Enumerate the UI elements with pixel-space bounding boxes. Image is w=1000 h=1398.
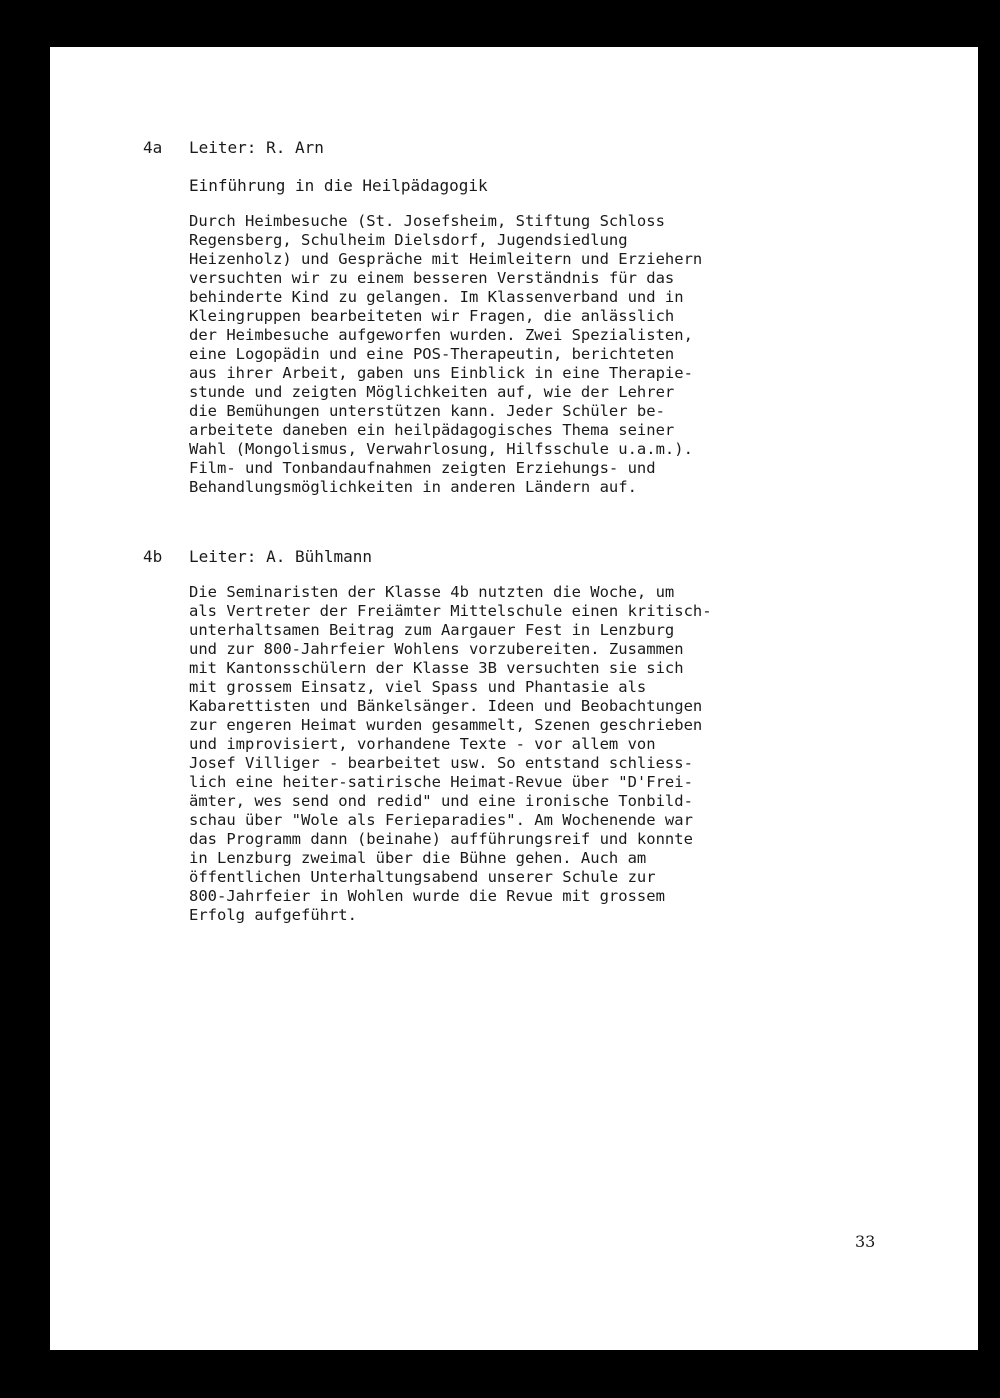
- text-line: Erfolg aufgeführt.: [189, 906, 357, 924]
- page-number: 33: [855, 1232, 876, 1251]
- text-line: Kabarettisten und Bänkelsänger. Ideen und Beobachtungen: [189, 697, 703, 715]
- document-page: [50, 47, 978, 1350]
- text-line: arbeitete daneben ein heilpädagogisches Thema seiner: [189, 421, 675, 439]
- text-line: der Heimbesuche aufgeworfen wurden. Zwei Spezialisten,: [189, 326, 693, 344]
- text-line: Wahl (Mongolismus, Verwahrlosung, Hilfsschule u.a.m.).: [189, 440, 693, 458]
- section-number: 4a: [143, 138, 163, 157]
- text-line: mit grossem Einsatz, viel Spass und Phantasie als: [189, 678, 647, 696]
- text-line: Film- und Tonbandaufnahmen zeigten Erziehungs- und: [189, 459, 656, 477]
- text-line: Heizenholz) und Gespräche mit Heimleitern und Erziehern: [189, 250, 703, 268]
- text-line: ämter, wes send ond redid" und eine ironische Tonbild-: [189, 792, 693, 810]
- text-line: als Vertreter der Freiämter Mittelschule einen kritisch-: [189, 602, 712, 620]
- text-line: und improvisiert, vorhandene Texte - vor allem von: [189, 735, 656, 753]
- text-line: unterhaltsamen Beitrag zum Aargauer Fest in Lenzburg: [189, 621, 675, 639]
- text-line: behinderte Kind zu gelangen. Im Klassenverband und in: [189, 288, 684, 306]
- text-line: Josef Villiger - bearbeitet usw. So entstand schliess-: [189, 754, 693, 772]
- text-line: Regensberg, Schulheim Dielsdorf, Jugendsiedlung: [189, 231, 628, 249]
- text-line: öffentlichen Unterhaltungsabend unserer Schule zur: [189, 868, 656, 886]
- text-line: lich eine heiter-satirische Heimat-Revue über "D'Frei-: [189, 773, 693, 791]
- text-line: aus ihrer Arbeit, gaben uns Einblick in eine Therapie-: [189, 364, 693, 382]
- text-line: Kleingruppen bearbeiteten wir Fragen, die anlässlich: [189, 307, 675, 325]
- section-body: [189, 583, 712, 925]
- text-line: stunde und zeigten Möglichkeiten auf, wie der Lehrer: [189, 383, 675, 401]
- text-line: mit Kantonsschülern der Klasse 3B versuchten sie sich: [189, 659, 684, 677]
- section-body: [189, 212, 702, 497]
- text-line: 800-Jahrfeier in Wohlen wurde die Revue mit grossem: [189, 887, 665, 905]
- text-line: Durch Heimbesuche (St. Josefsheim, Stiftung Schloss: [189, 212, 665, 230]
- text-line: und zur 800-Jahrfeier Wohlens vorzubereiten. Zusammen: [189, 640, 684, 658]
- text-line: versuchten wir zu einem besseren Verständnis für das: [189, 269, 675, 287]
- text-line: das Programm dann (beinahe) aufführungsreif und konnte: [189, 830, 693, 848]
- section-subtitle: Einführung in die Heilpädagogik: [189, 176, 488, 195]
- text-line: in Lenzburg zweimal über die Bühne gehen. Auch am: [189, 849, 647, 867]
- text-line: eine Logopädin und eine POS-Therapeutin, berichteten: [189, 345, 675, 363]
- text-line: Behandlungsmöglichkeiten in anderen Ländern auf.: [189, 478, 637, 496]
- text-line: schau über "Wole als Ferieparadies". Am Wochenende war: [189, 811, 693, 829]
- text-line: die Bemühungen unterstützen kann. Jeder Schüler be-: [189, 402, 665, 420]
- section-heading: Leiter: A. Bühlmann: [189, 547, 373, 566]
- text-line: zur engeren Heimat wurden gesammelt, Szenen geschrieben: [189, 716, 703, 734]
- text-line: Die Seminaristen der Klasse 4b nutzten die Woche, um: [189, 583, 675, 601]
- section-number: 4b: [143, 547, 163, 566]
- section-heading: Leiter: R. Arn: [189, 138, 324, 157]
